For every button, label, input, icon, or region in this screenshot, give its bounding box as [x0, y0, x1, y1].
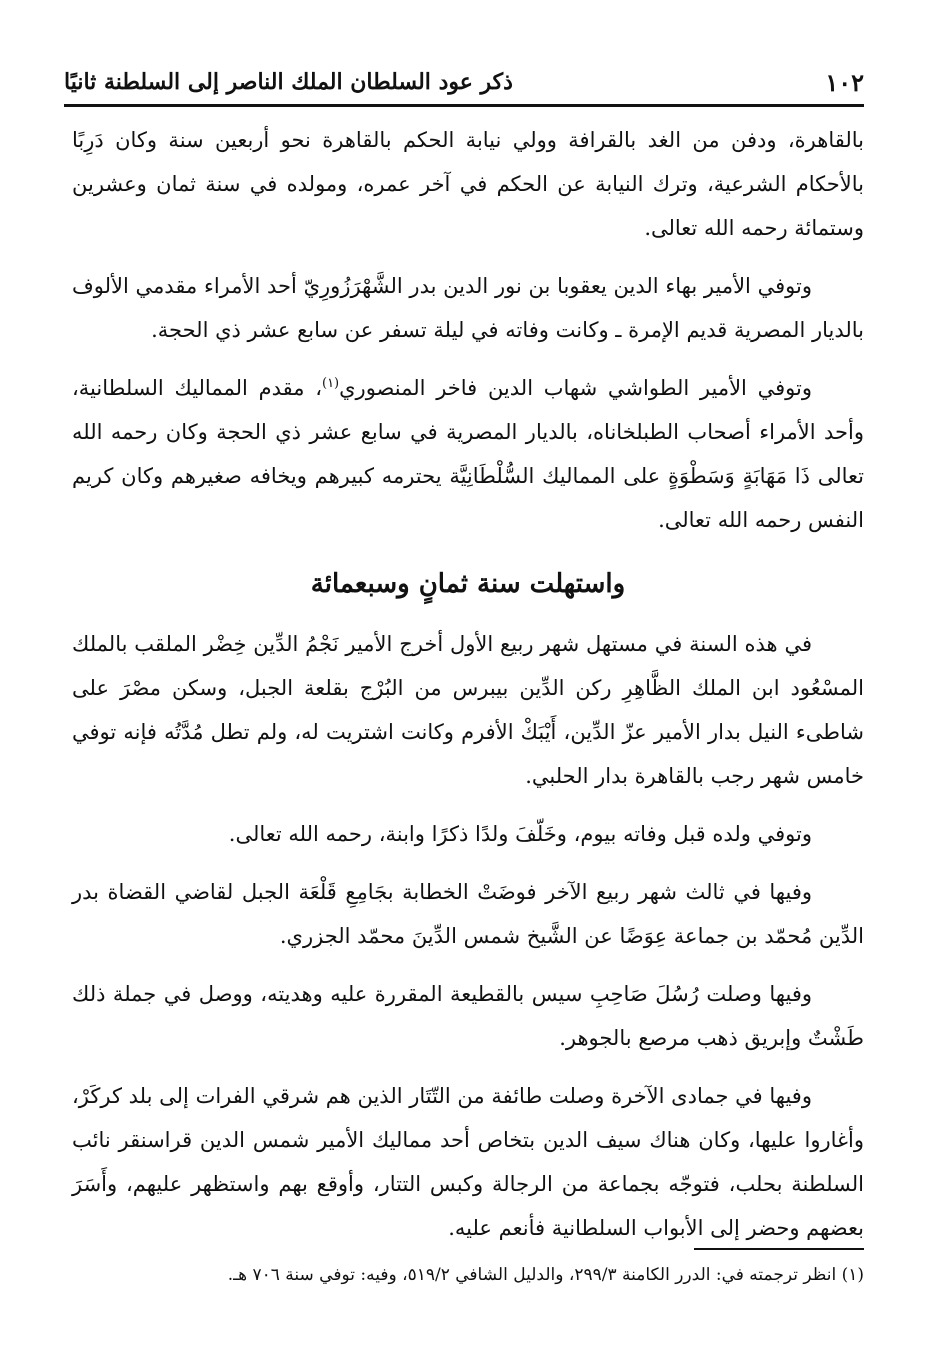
paragraph-3-start: وتوفي الأمير الطواشي شهاب الدين فاخر المنصوري: [339, 376, 812, 400]
footnote-rule: [694, 1248, 864, 1250]
paragraph-7: وفيها وصلت رُسُلَ صَاحِبِ سيس بالقطيعة المقررة عليه وهديته، ووصل في جملة ذلك طَشْتٌ وإبريق ذهب مرصع بالجوهر.: [72, 982, 864, 1050]
paragraph-6: وفيها في ثالث شهر ربيع الآخر فوضَتْ الخطابة بجَامِعِ قَلْعَة الجبل لقاضي القضاة بدر الدِّين مُحمّد بن جماعة عِوَضًا عن الشَّيخ شمس الدِّينَ محمّد الجزري.: [72, 880, 864, 948]
body-text: [72, 118, 864, 1264]
header-rule: [64, 104, 864, 107]
paragraph-4: في هذه السنة في مستهل شهر ربيع الأول أخرج الأمير نَجْمُ الدِّين خِضْر الملقب بالملك المسْعُود ابن الملك الظَّاهِرِ ركن الدِّين بيبرس من البُرْج بقلعة الجبل، وسكن مصْرَ على شاطىء النيل بدار الأمير عزّ الدِّين، أَيْبَكْ الأفرم وكانت اشتريت له، ولم تطل مُدَّتُه فإنه توفي خامس شهر رجب بالقاهرة بدار الحلبي.: [72, 632, 864, 788]
running-title: ذكر عود السلطان الملك الناصر إلى السلطنة ثانيًا: [64, 69, 513, 95]
section-heading: واستهلت سنة ثمانٍ وسبعمائة: [310, 569, 626, 599]
paragraph-2: وتوفي الأمير بهاء الدين يعقوبا بن نور الدين بدر الشَّهْرَزُورِيّ أحد الأمراء مقدمي الألوف بالديار المصرية قديم الإمرة ـ وكانت وفاته في ليلة تسفر عن سابع عشر ذي الحجة.: [72, 274, 864, 342]
paragraph-3: [72, 366, 864, 542]
running-header: [64, 62, 864, 102]
paragraph-5: وتوفي ولده قبل وفاته بيوم، وخَلّفَ ولدًا ذكرًا وابنة، رحمه الله تعالى.: [228, 822, 812, 846]
page-number: ١٠٢: [825, 67, 864, 97]
paragraph-3-end: ، مقدم المماليك السلطانية، وأحد الأمراء أصحاب الطبلخاناه، بالديار المصرية في سابع عشر ذي الحجة وكان رحمه الله تعالى ذَا مَهَابَةٍ وَسَطْوَةٍ على المماليك السُّلْطَانِيَّة يحترمه كبيرهم ويخافه صغيرهم وكان كريم النفس رحمه الله تعالى.: [72, 376, 864, 532]
paragraph-1: بالقاهرة، ودفن من الغد بالقرافة وولي نيابة الحكم بالقاهرة نحو أربعين سنة وكان دَرِبًا بالأحكام الشرعية، وترك النيابة عن الحكم في آخر عمره، ومولده في سنة ثمان وعشرين وستمائة رحمه الله تعالى.: [72, 128, 864, 240]
footnote: (١) انظر ترجمته في: الدرر الكامنة ٢٩٩/٣، والدليل الشافي ٥١٩/٢، وفيه: توفي سنة ٧٠٦ هـ.: [227, 1265, 864, 1285]
paragraph-8: وفيها في جمادى الآخرة وصلت طائفة من التّتَار الذين هم شرقي الفرات إلى بلد كركَرْ، وأغاروا عليها، وكان هناك سيف الدين بتخاص أحد مماليك الأمير شمس الدين قراسنقر نائب السلطنة بحلب، فتوجّه بجماعة من الرجالة وكبس التتار، وأوقع بهم واستظهر عليهم، وأَسَرَ بعضهم وحضر إلى الأبواب السلطانية فأنعم عليه.: [72, 1084, 864, 1240]
footnote-reference: (١): [321, 376, 340, 391]
